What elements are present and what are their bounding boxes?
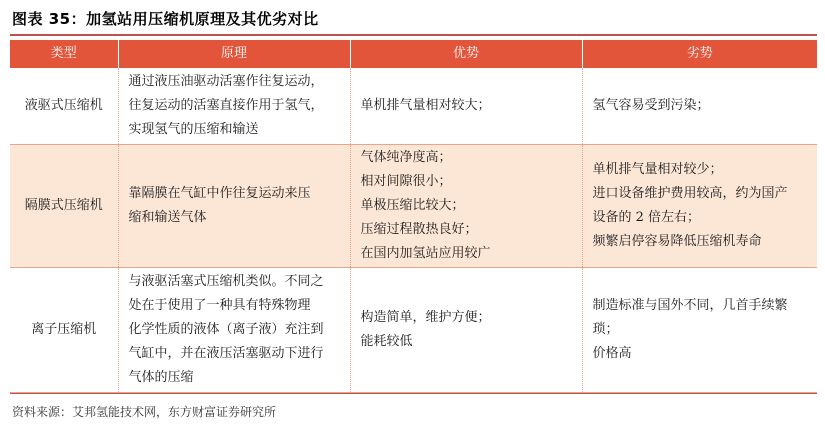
table-row xyxy=(10,268,817,393)
cell-advantages-line: 相对间隙很小； xyxy=(360,174,452,189)
cell-advantages xyxy=(350,68,582,145)
cell-principle-line: 靠隔膜在气缸中作往复运动来压 xyxy=(128,186,311,201)
cell-advantages-line: 单极压缩比较大； xyxy=(360,198,465,213)
cell-disadvantages-line: 制造标准与国外不同，几首手续繁 xyxy=(592,298,788,313)
cell-disadvantages xyxy=(582,268,817,393)
table-row xyxy=(10,145,817,268)
cell-disadvantages xyxy=(582,68,817,145)
cell-principle-line: 气缸中，并在液压活塞驱动下进行 xyxy=(128,346,324,361)
source-divider xyxy=(10,393,817,394)
cell-principle-line: 实现氢气的压缩和输送 xyxy=(128,122,259,137)
cell-disadvantages-line: 进口设备维护费用较高，约为国产 xyxy=(592,186,788,201)
cell-disadvantages-line: 价格高 xyxy=(592,346,632,361)
cell-type: 液驱式压缩机 xyxy=(10,68,118,145)
table-row xyxy=(10,68,817,145)
cell-advantages-line: 气体纯净度高； xyxy=(360,150,452,165)
cell-advantages xyxy=(350,268,582,393)
cell-principle xyxy=(118,68,350,145)
title-divider xyxy=(10,34,817,36)
cell-principle xyxy=(118,145,350,268)
cell-advantages-line: 单机排气量相对较大； xyxy=(360,98,491,113)
cell-type: 隔膜式压缩机 xyxy=(10,145,118,268)
cell-disadvantages-line: 频繁启停容易降低压缩机寿命 xyxy=(592,234,762,249)
cell-principle-line: 缩和输送气体 xyxy=(128,210,207,225)
cell-advantages xyxy=(350,145,582,268)
header-disadvantages: 劣势 xyxy=(582,40,817,68)
cell-advantages-line: 能耗较低 xyxy=(360,334,413,349)
cell-disadvantages-line: 设备的 2 倍左右； xyxy=(592,210,701,225)
cell-principle-line: 通过液压油驱动活塞作往复运动， xyxy=(128,74,324,89)
cell-disadvantages-line: 琐； xyxy=(592,322,619,337)
cell-principle-line: 往复运动的活塞直接作用于氢气， xyxy=(128,98,324,113)
header-advantages: 优势 xyxy=(350,40,582,68)
cell-advantages-line: 在国内加氢站应用较广 xyxy=(360,246,491,261)
cell-advantages-line: 构造简单，维护方便； xyxy=(360,310,491,325)
cell-principle-line: 气体的压缩 xyxy=(128,370,194,385)
cell-disadvantages xyxy=(582,145,817,268)
cell-type: 离子压缩机 xyxy=(10,268,118,393)
cell-principle xyxy=(118,268,350,393)
cell-advantages-line: 压缩过程散热良好； xyxy=(360,222,478,237)
cell-principle-line: 与液驱活塞式压缩机类似。不同之 xyxy=(128,274,324,289)
cell-disadvantages-line: 单机排气量相对较少； xyxy=(592,162,723,177)
cell-disadvantages-line: 氢气容易受到污染； xyxy=(592,98,710,113)
table-header-row xyxy=(10,40,817,68)
header-type: 类型 xyxy=(10,40,118,68)
header-principle: 原理 xyxy=(118,40,350,68)
figure-title: 图表 35：加氢站用压缩机原理及其优劣对比 xyxy=(12,10,319,28)
cell-principle-line: 处在于使用了一种具有特殊物理 xyxy=(128,298,311,313)
source-note: 资料来源：艾邦氢能技术网，东方财富证券研究所 xyxy=(12,405,277,419)
comparison-table xyxy=(10,40,817,393)
cell-principle-line: 化学性质的液体（离子液）充注到 xyxy=(128,322,324,337)
